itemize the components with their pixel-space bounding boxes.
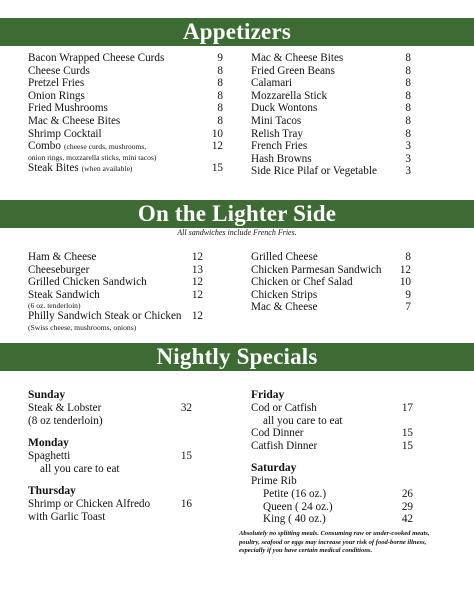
menu-item-label: Philly Sandwich Steak or Chicken bbox=[28, 310, 182, 323]
menu-item-price: 8 bbox=[217, 89, 223, 102]
menu-item-name bbox=[251, 77, 292, 90]
menu-item bbox=[28, 64, 223, 78]
menu-item-name bbox=[251, 128, 303, 141]
menu-item-name bbox=[28, 402, 101, 415]
menu-item bbox=[251, 102, 411, 115]
menu-item bbox=[251, 90, 411, 103]
menu-item-label: Prime Rib bbox=[251, 475, 297, 488]
menu-item-price: 12 bbox=[191, 288, 203, 301]
specials-left-column bbox=[28, 389, 198, 524]
menu-item-label: Chicken Parmesan Sandwich bbox=[251, 263, 382, 276]
menu-item bbox=[251, 77, 411, 90]
menu-item-name bbox=[28, 310, 182, 323]
menu-item-price: 12 bbox=[191, 310, 203, 323]
appetizers-title: Appetizers bbox=[182, 19, 292, 44]
menu-item bbox=[251, 440, 413, 453]
menu-item-price: 8 bbox=[405, 77, 411, 90]
item-description: (cheese curds, mushrooms, bbox=[63, 142, 147, 152]
menu-item-price: 8 bbox=[217, 114, 223, 127]
menu-item-name bbox=[251, 475, 297, 488]
menu-item bbox=[28, 415, 198, 428]
menu-item-label: Cheeseburger bbox=[28, 263, 90, 276]
menu-item-price: 8 bbox=[405, 89, 411, 102]
menu-item-label: with Garlic Toast bbox=[28, 510, 106, 523]
menu-item-label: (8 oz tenderloin) bbox=[28, 414, 103, 427]
menu-item-price: 29 bbox=[401, 500, 413, 513]
menu-item-label: Grilled Chicken Sandwich bbox=[28, 276, 147, 289]
menu-item-label: Cod or Catfish bbox=[251, 402, 317, 414]
menu-item-label: Mozzarella Stick bbox=[251, 89, 328, 102]
menu-item-name bbox=[28, 450, 70, 463]
menu-item-name bbox=[28, 90, 85, 103]
menu-item-name bbox=[251, 140, 307, 153]
menu-item-price: 15 bbox=[180, 450, 192, 463]
item-description: onion rings, mozzarella sticks, mini tacos) bbox=[28, 152, 157, 162]
menu-item-label: Steak Sandwich bbox=[28, 288, 100, 301]
menu-item-name bbox=[251, 440, 317, 453]
menu-item-name bbox=[251, 402, 317, 415]
menu-item bbox=[28, 77, 223, 90]
menu-item-label: all you care to eat bbox=[40, 462, 120, 475]
menu-item-price: 3 bbox=[405, 152, 411, 165]
menu-item-price: 13 bbox=[191, 263, 203, 276]
menu-item-label: Fried Mushrooms bbox=[28, 102, 108, 115]
specials-right-column bbox=[251, 389, 413, 526]
menu-item-name bbox=[251, 102, 317, 115]
menu-item bbox=[28, 498, 198, 511]
menu-item bbox=[28, 463, 198, 476]
menu-item-label: Spaghetti bbox=[28, 450, 71, 463]
menu-item bbox=[251, 65, 411, 78]
menu-item-price: 15 bbox=[401, 427, 413, 440]
menu-item-name bbox=[28, 251, 96, 264]
lighter-title: On the Lighter Side bbox=[137, 201, 337, 226]
menu-item-label: French Fries bbox=[251, 140, 308, 153]
menu-item-price: 26 bbox=[401, 487, 413, 500]
menu-item-name bbox=[263, 488, 326, 501]
menu-item bbox=[251, 488, 413, 501]
spacer bbox=[28, 475, 198, 485]
menu-item-label: Cod Dinner bbox=[251, 427, 304, 440]
menu-item-label: Catfish Dinner bbox=[251, 439, 318, 452]
menu-item-price: 9 bbox=[405, 288, 411, 301]
menu-item bbox=[28, 52, 223, 65]
menu-item-price: 15 bbox=[211, 161, 223, 174]
menu-item bbox=[251, 402, 413, 415]
lighter-left-column bbox=[28, 251, 206, 332]
menu-item-name bbox=[263, 513, 326, 526]
menu-item-name bbox=[251, 165, 377, 178]
menu-item bbox=[251, 501, 413, 514]
menu-item bbox=[251, 475, 413, 488]
item-description: (Swiss cheese, mushrooms, onions) bbox=[28, 322, 137, 332]
menu-item-name bbox=[28, 52, 164, 65]
day-heading: Thursday bbox=[28, 485, 76, 498]
menu-item-label: Combo bbox=[28, 140, 61, 153]
menu-item-label: Chicken or Chef Salad bbox=[251, 276, 353, 289]
menu-item bbox=[251, 264, 411, 277]
food-safety-disclaimer: Absolutely no splitting meals. Consuming raw or under-cooked meats, poultry, seafood or eggs may increase your risk of food-borne illness, especially if you have certain medical conditions. bbox=[239, 530, 430, 555]
menu-item-name bbox=[251, 276, 353, 289]
lighter-right-column bbox=[251, 251, 411, 314]
menu-item-name bbox=[28, 289, 100, 302]
menu-item-name bbox=[251, 264, 382, 277]
menu-item-label: Side Rice Pilaf or Vegetable bbox=[251, 165, 377, 178]
menu-item-name bbox=[251, 90, 327, 103]
menu-item-name bbox=[28, 498, 150, 511]
menu-item bbox=[251, 153, 411, 166]
spacer bbox=[28, 427, 198, 437]
menu-item bbox=[251, 289, 411, 302]
menu-item-name bbox=[251, 289, 317, 302]
day-heading: Saturday bbox=[251, 462, 297, 475]
menu-item-price: 16 bbox=[180, 498, 192, 511]
menu-item-price: 7 bbox=[405, 301, 411, 314]
menu-item bbox=[28, 276, 206, 289]
menu-item-price: 8 bbox=[217, 64, 223, 77]
menu-item-name bbox=[251, 427, 304, 440]
item-description: (6 oz. tenderloin) bbox=[28, 301, 81, 311]
menu-item-label: King ( 40 oz.) bbox=[263, 513, 326, 526]
menu-item-name bbox=[251, 65, 335, 78]
menu-item-name bbox=[251, 52, 343, 65]
menu-item-label: Petite (16 oz.) bbox=[263, 487, 327, 500]
menu-item-label: Steak Bites bbox=[28, 161, 79, 174]
menu-item-name bbox=[28, 115, 120, 128]
menu-item-name bbox=[28, 264, 89, 277]
menu-item-price: 10 bbox=[211, 127, 223, 140]
menu-item-price: 8 bbox=[405, 114, 411, 127]
menu-item-price: 10 bbox=[399, 276, 411, 289]
menu-item-price: 3 bbox=[405, 140, 411, 153]
menu-item bbox=[251, 140, 411, 153]
appetizers-right-column bbox=[251, 52, 411, 178]
menu-item-label: Cheese Curds bbox=[28, 64, 90, 77]
menu-item-label: Duck Wontons bbox=[251, 102, 318, 115]
menu-item-label: Calamari bbox=[251, 77, 293, 90]
menu-item-price: 42 bbox=[401, 513, 413, 526]
menu-item-name bbox=[28, 162, 132, 175]
menu-item bbox=[251, 415, 413, 428]
menu-item bbox=[28, 402, 198, 415]
menu-item-name bbox=[28, 128, 102, 141]
menu-item bbox=[251, 115, 411, 128]
menu-item-name bbox=[28, 77, 84, 90]
menu-item-price: 8 bbox=[405, 102, 411, 115]
menu-item-label: Ham & Cheese bbox=[28, 251, 97, 263]
menu-item-label: Relish Tray bbox=[251, 127, 303, 140]
menu-item-price: 17 bbox=[401, 402, 413, 414]
menu-item-price: 12 bbox=[399, 263, 411, 276]
menu-item-name bbox=[28, 102, 108, 115]
specials-title: Nightly Specials bbox=[156, 344, 318, 369]
menu-item-label: Shrimp or Chicken Alfredo bbox=[28, 498, 151, 511]
menu-item-name bbox=[28, 276, 147, 289]
menu-item bbox=[28, 511, 198, 524]
menu-item-name bbox=[28, 65, 90, 78]
menu-item bbox=[28, 102, 223, 115]
menu-item-price: 8 bbox=[217, 102, 223, 115]
appetizers-left-column bbox=[28, 52, 223, 174]
menu-item-label: all you care to eat bbox=[263, 414, 343, 427]
menu-item-label: Onion Rings bbox=[28, 89, 85, 102]
menu-item bbox=[28, 114, 223, 128]
menu-item-name bbox=[251, 115, 301, 128]
menu-item-price: 12 bbox=[191, 276, 203, 289]
menu-item-label: Chicken Strips bbox=[251, 288, 318, 301]
menu-item-price: 32 bbox=[180, 402, 192, 414]
menu-item bbox=[251, 276, 411, 289]
menu-item bbox=[28, 264, 206, 277]
menu-item-price: 8 bbox=[405, 64, 411, 77]
menu-item-price: 9 bbox=[217, 52, 223, 64]
menu-item bbox=[28, 251, 206, 264]
menu-item-label: Mini Tacos bbox=[251, 114, 302, 127]
menu-item-price: 12 bbox=[211, 140, 223, 153]
menu-item-name bbox=[251, 301, 317, 314]
menu-item-name bbox=[28, 511, 105, 524]
menu-item-label: Shrimp Cocktail bbox=[28, 127, 102, 140]
menu-item bbox=[28, 161, 223, 175]
menu-item bbox=[28, 310, 206, 323]
menu-item bbox=[251, 513, 413, 526]
menu-item-label: Grilled Cheese bbox=[251, 251, 318, 263]
menu-item-label: Hash Browns bbox=[251, 152, 312, 165]
menu-item-name bbox=[28, 140, 146, 153]
menu-item bbox=[28, 289, 206, 302]
menu-item-label: Mac & Cheese bbox=[251, 301, 318, 314]
menu-item-name bbox=[251, 251, 318, 264]
menu-item-label: Mac & Cheese Bites bbox=[251, 52, 344, 64]
item-description: (when available) bbox=[81, 163, 133, 173]
lighter-header bbox=[0, 200, 474, 228]
menu-item-price: 3 bbox=[405, 165, 411, 178]
menu-item-price: 12 bbox=[191, 251, 203, 263]
menu-item-price: 8 bbox=[217, 77, 223, 90]
menu-item-label: Queen ( 24 oz.) bbox=[263, 500, 333, 513]
menu-item-label: Pretzel Fries bbox=[28, 77, 85, 90]
menu-item-name bbox=[40, 463, 120, 476]
menu-item-label: Bacon Wrapped Cheese Curds bbox=[28, 52, 165, 64]
spacer bbox=[251, 452, 413, 462]
menu-item bbox=[28, 450, 198, 463]
menu-item bbox=[28, 127, 223, 141]
menu-item bbox=[251, 301, 411, 314]
menu-item bbox=[251, 165, 411, 178]
day-heading: Friday bbox=[251, 389, 285, 401]
menu-item bbox=[251, 251, 411, 264]
lighter-note: All sandwiches include French Fries. bbox=[177, 228, 297, 237]
menu-item-label: Fried Green Beans bbox=[251, 64, 335, 77]
day-heading: Sunday bbox=[28, 389, 66, 401]
menu-item-name bbox=[263, 415, 343, 428]
menu-item-name bbox=[263, 501, 333, 514]
menu-item bbox=[251, 52, 411, 65]
menu-item-price: 8 bbox=[405, 52, 411, 64]
day-heading: Monday bbox=[28, 437, 69, 450]
menu-item bbox=[28, 140, 223, 153]
specials-header bbox=[0, 343, 474, 371]
menu-item bbox=[251, 427, 413, 440]
menu-item-price: 8 bbox=[405, 127, 411, 140]
menu-item-label: Steak & Lobster bbox=[28, 402, 102, 414]
menu-item-name bbox=[28, 415, 103, 428]
menu-item-label: Mac & Cheese Bites bbox=[28, 114, 121, 127]
menu-item-price: 8 bbox=[405, 251, 411, 263]
appetizers-header bbox=[0, 18, 474, 46]
menu-item bbox=[251, 128, 411, 141]
menu-item-name bbox=[251, 153, 312, 166]
menu-item bbox=[28, 89, 223, 103]
menu-item-price: 15 bbox=[401, 439, 413, 452]
